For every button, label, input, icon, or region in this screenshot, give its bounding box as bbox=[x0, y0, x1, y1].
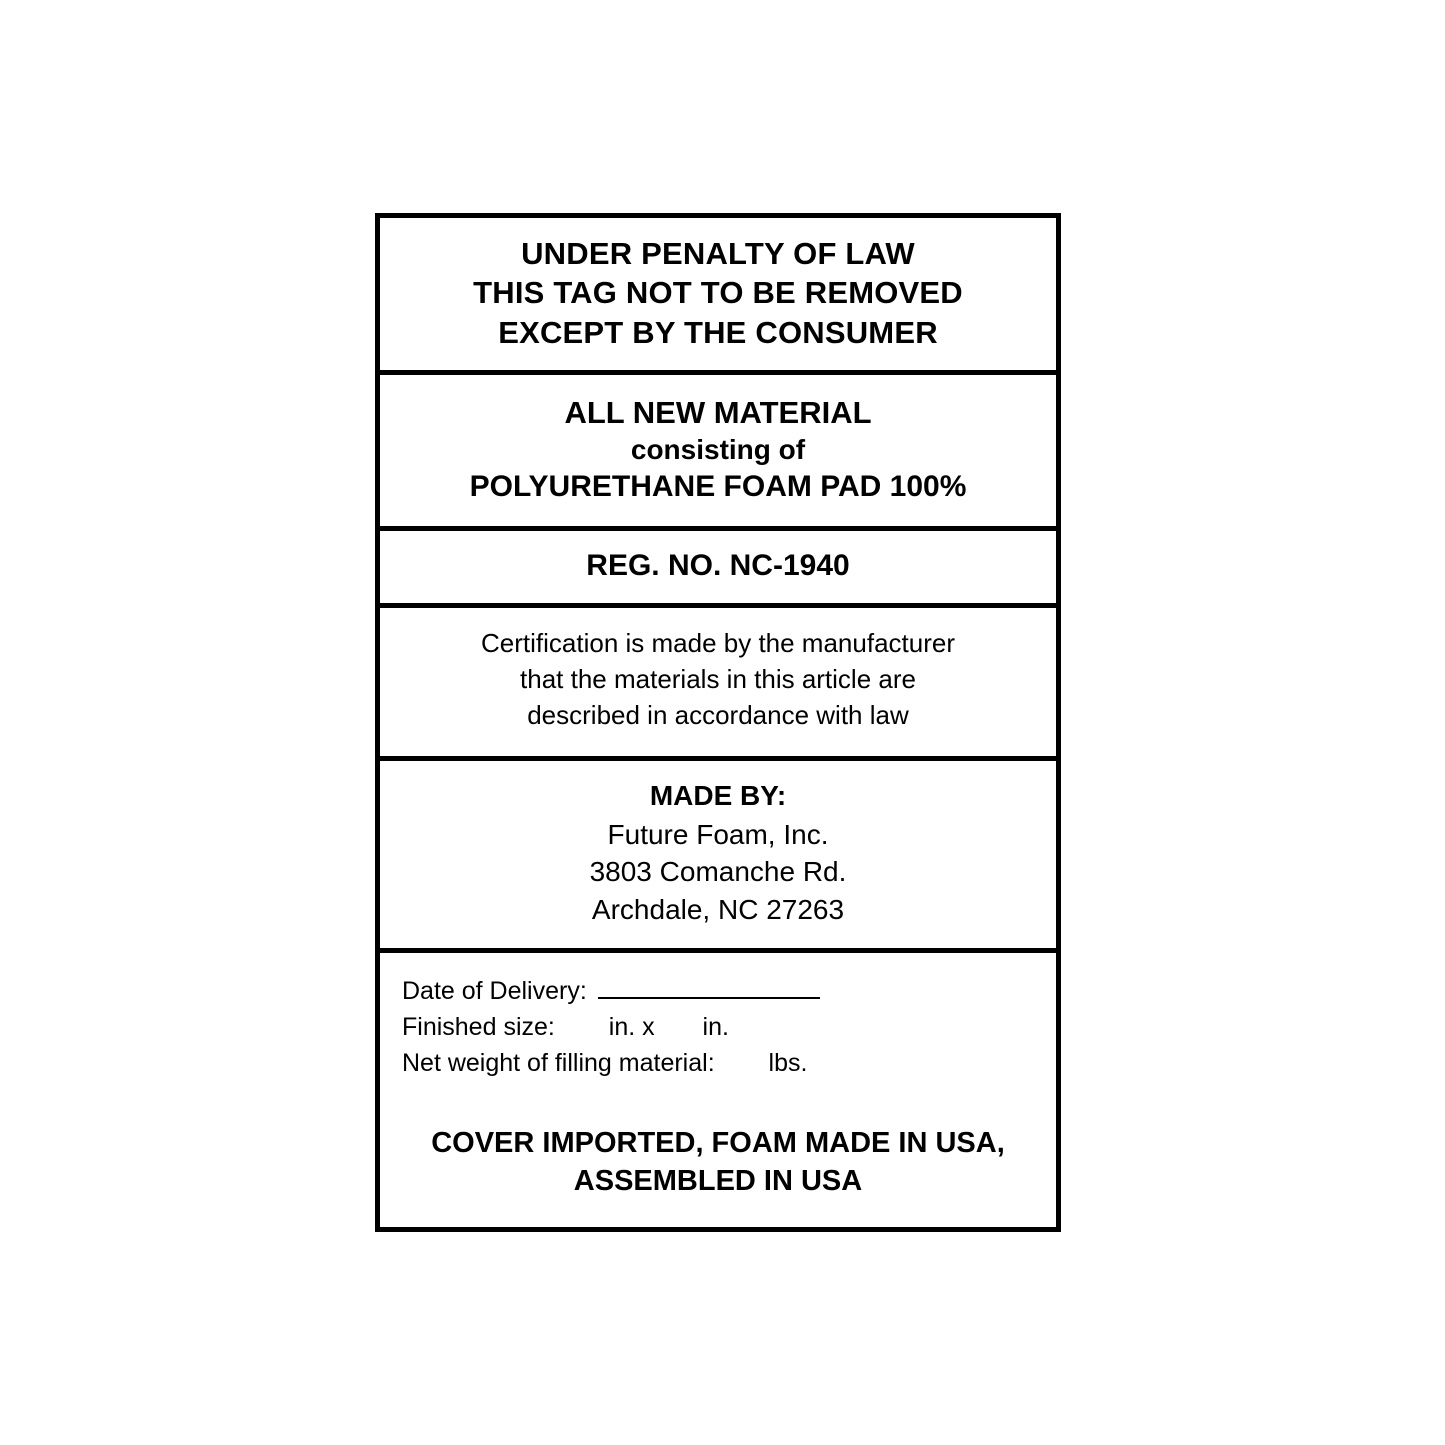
date-of-delivery-row bbox=[402, 973, 1034, 1009]
manufacturer-heading: MADE BY: bbox=[649, 779, 787, 811]
law-tag bbox=[375, 213, 1061, 1232]
certification-line-2: that the materials in this article are bbox=[520, 664, 916, 695]
origin-line-1: COVER IMPORTED, FOAM MADE IN USA, bbox=[431, 1127, 1005, 1160]
material-connector: consisting of bbox=[630, 434, 806, 466]
manufacturer-section bbox=[380, 761, 1056, 953]
certification-line-1: Certification is made by the manufacturer bbox=[481, 628, 955, 659]
origin-statement bbox=[402, 1125, 1034, 1200]
certification-line-3: described in accordance with law bbox=[527, 699, 909, 730]
material-heading: ALL NEW MATERIAL bbox=[564, 395, 872, 431]
finished-size-unit-2: in. bbox=[702, 1012, 729, 1041]
date-of-delivery-label: Date of Delivery: bbox=[402, 976, 587, 1005]
manufacturer-company: Future Foam, Inc. bbox=[607, 819, 829, 851]
net-weight-unit: lbs. bbox=[768, 1049, 808, 1078]
penalty-notice-line-3: EXCEPT BY THE CONSUMER bbox=[498, 314, 938, 350]
penalty-notice-line-1: UNDER PENALTY OF LAW bbox=[521, 236, 915, 271]
manufacturer-street: 3803 Comanche Rd. bbox=[589, 856, 847, 888]
manufacturer-city-state-zip: Archdale, NC 27263 bbox=[591, 893, 845, 925]
registration-number: REG. NO. NC-1940 bbox=[586, 549, 850, 583]
material-composition: POLYURETHANE FOAM PAD 100% bbox=[469, 469, 967, 503]
registration-number-section bbox=[380, 531, 1056, 608]
penalty-notice-line-2: THIS TAG NOT TO BE REMOVED bbox=[473, 275, 963, 311]
origin-line-2: ASSEMBLED IN USA bbox=[573, 1165, 863, 1198]
fill-in-fields-section bbox=[380, 953, 1056, 1227]
net-weight-label: Net weight of filling material: bbox=[402, 1049, 715, 1078]
net-weight-row bbox=[402, 1045, 1034, 1081]
finished-size-label: Finished size: bbox=[402, 1012, 555, 1041]
penalty-notice-section bbox=[380, 218, 1056, 375]
finished-size-unit-1: in. x bbox=[608, 1012, 655, 1041]
material-content-section bbox=[380, 375, 1056, 531]
finished-size-row bbox=[402, 1009, 1034, 1045]
certification-statement-section bbox=[380, 608, 1056, 761]
date-of-delivery-input[interactable] bbox=[598, 979, 820, 999]
